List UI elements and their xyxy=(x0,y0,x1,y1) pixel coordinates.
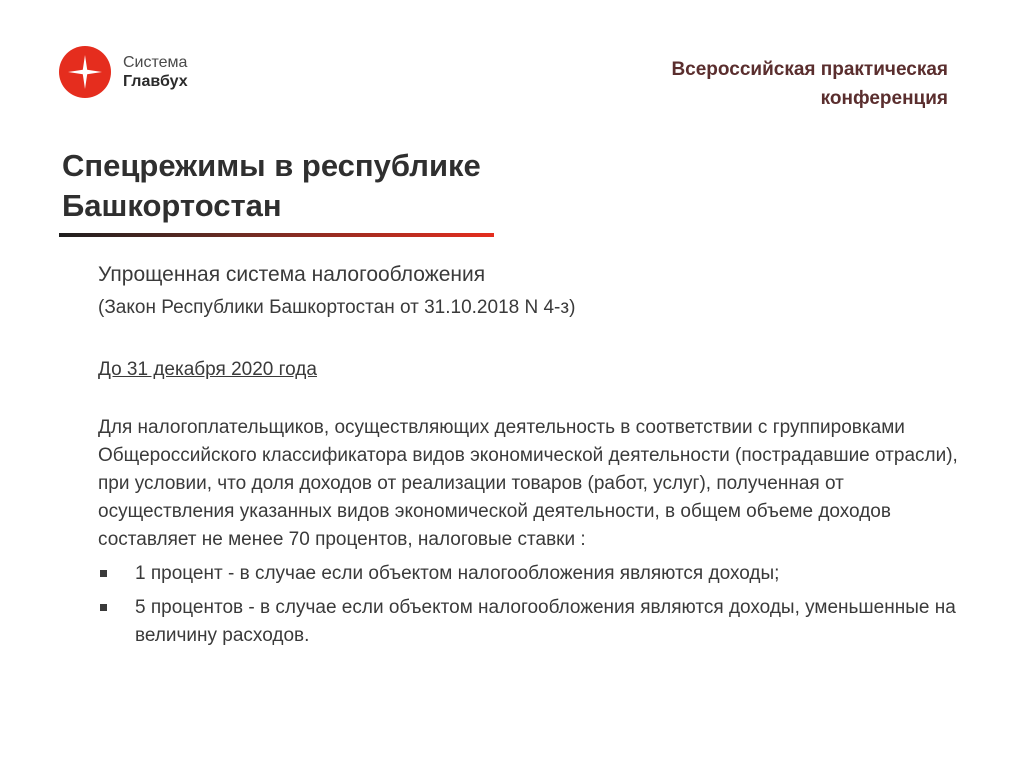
body-paragraph: Для налогоплательщиков, осуществляющих деятельность в соответствии с группировками Общероссийского классификатора видов экономической деятельности (пострадавшие отрасли), при условии, что доля доходов от реализации товаров (работ, услуг), полученная от осуществления указанных видов экономической деятельности, в общем объеме доходов составляет не менее 70 процентов, налоговые ставки : xyxy=(98,417,958,550)
conference-label xyxy=(671,55,948,113)
rate-list xyxy=(98,560,958,650)
main-content xyxy=(98,260,958,656)
page-title xyxy=(62,146,481,226)
list-item-text: 1 процент - в случае если объектом налогообложения являются доходы; xyxy=(135,563,780,584)
square-bullet-icon xyxy=(100,570,107,577)
logo-text xyxy=(123,53,188,91)
logo-line2: Главбух xyxy=(123,73,188,90)
title-divider xyxy=(59,233,494,237)
logo-line1: Система xyxy=(123,54,188,71)
conference-line2: конференция xyxy=(820,88,948,109)
deadline-text: До 31 декабря 2020 года xyxy=(98,359,317,380)
list-item xyxy=(98,560,958,588)
list-item xyxy=(98,594,958,650)
list-item-text: 5 процентов - в случае если объектом налогообложения являются доходы, уменьшенные на величину расходов. xyxy=(135,597,956,646)
square-bullet-icon xyxy=(100,604,107,611)
section-subtitle: Упрощенная система налогообложения xyxy=(98,263,486,286)
logo xyxy=(59,46,188,98)
page-title-line2: Башкортостан xyxy=(62,188,282,223)
sparkle-logo-icon xyxy=(59,46,111,98)
conference-line1: Всероссийская практическая xyxy=(671,59,948,80)
page-title-line1: Спецрежимы в республике xyxy=(62,148,481,183)
law-reference: (Закон Республики Башкортостан от 31.10.2018 N 4-з) xyxy=(98,297,576,318)
